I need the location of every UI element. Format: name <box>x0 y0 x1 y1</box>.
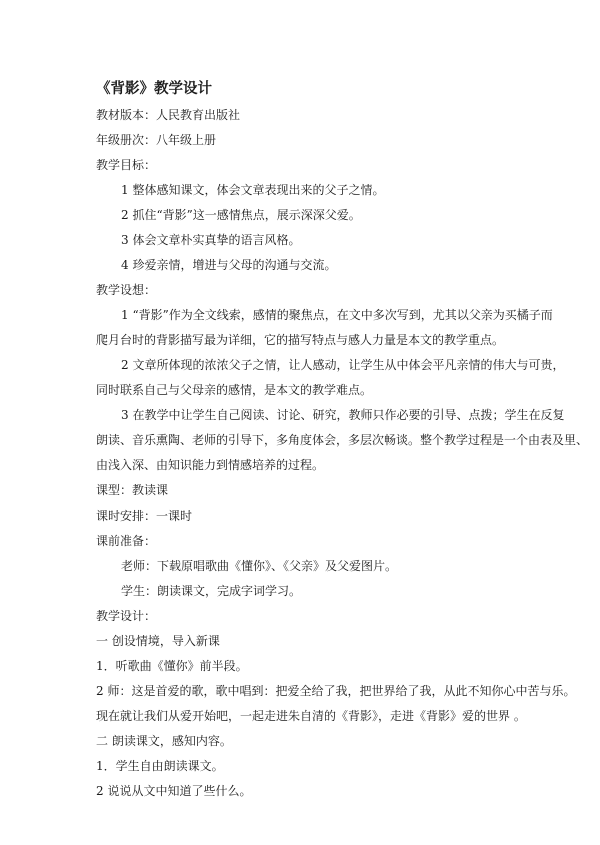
prep-student: 学生：朗读课文，完成字词学习。 <box>121 584 302 598</box>
design-heading: 教学设计： <box>96 609 157 623</box>
goal-item: 3 体会文章朴实真挚的语言风格。 <box>121 233 301 247</box>
goals-heading: 教学目标： <box>96 158 157 172</box>
step-item: 1．学生自由朗读课文。 <box>96 759 224 773</box>
textbook-edition: 教材版本：人民教育出版社 <box>96 108 241 122</box>
lesson-schedule: 课时安排：一课时 <box>96 509 193 523</box>
grade-volume: 年级册次：八年级上册 <box>96 133 217 147</box>
assumption-paragraph-line: 1 “背影”作为全文线索，感情的聚焦点，在文中多次写到，尤其以父亲为买橘子而 <box>121 308 553 322</box>
assumption-paragraph-line: 朗读、音乐熏陶、老师的引导下，多角度体会，多层次畅谈。整个教学过程是一个由表及里、 <box>96 433 589 447</box>
assumption-paragraph-line: 爬月台时的背影描写最为详细，它的描写特点与感人力量是本文的教学重点。 <box>96 333 505 347</box>
section-two-title: 二 朗读课文，感知内容。 <box>96 734 232 748</box>
section-one-title: 一 创设情境，导入新课 <box>96 634 220 648</box>
prep-heading: 课前准备： <box>96 534 157 548</box>
assumption-paragraph-line: 同时联系自己与父母亲的感情，是本文的教学难点。 <box>96 383 373 397</box>
lesson-type: 课型：教读课 <box>96 483 169 497</box>
assumption-paragraph-line: 由浅入深、由知识能力到情感培养的过程。 <box>96 458 325 472</box>
step-item-continued: 现在就让我们从爱开始吧，一起走进朱自清的《背影》，走进《背影》爱的世界 。 <box>96 709 526 723</box>
assumption-paragraph-line: 3 在教学中让学生自己阅读、讨论、研究，教师只作必要的引导、点拨；学生在反复 <box>121 408 565 422</box>
goal-item: 2 抓住“背影”这一感情焦点，展示深深父爱。 <box>121 208 361 222</box>
step-item: 2 说说从文中知道了些什么。 <box>96 784 252 798</box>
goal-item: 1 整体感知课文，体会文章表现出来的父子之情。 <box>121 183 385 197</box>
prep-teacher: 老师：下载原唱歌曲《懂你》、《父亲》及父爱图片。 <box>121 559 398 573</box>
page-title: 《背影》教学设计 <box>96 80 212 97</box>
step-item: 1．听歌曲《懂你》前半段。 <box>96 659 248 673</box>
assumptions-heading: 教学设想： <box>96 283 157 297</box>
step-item: 2 师：这是首爱的歌，歌中唱到：把爱全给了我，把世界给了我，从此不知你心中苦与乐。 <box>96 684 576 698</box>
assumption-paragraph-line: 2 文章所体现的浓浓父子之情，让人感动，让学生从中体会平凡亲情的伟大与可贵， <box>121 358 565 372</box>
goal-item: 4 珍爱亲情，增进与父母的沟通与交流。 <box>121 258 337 272</box>
